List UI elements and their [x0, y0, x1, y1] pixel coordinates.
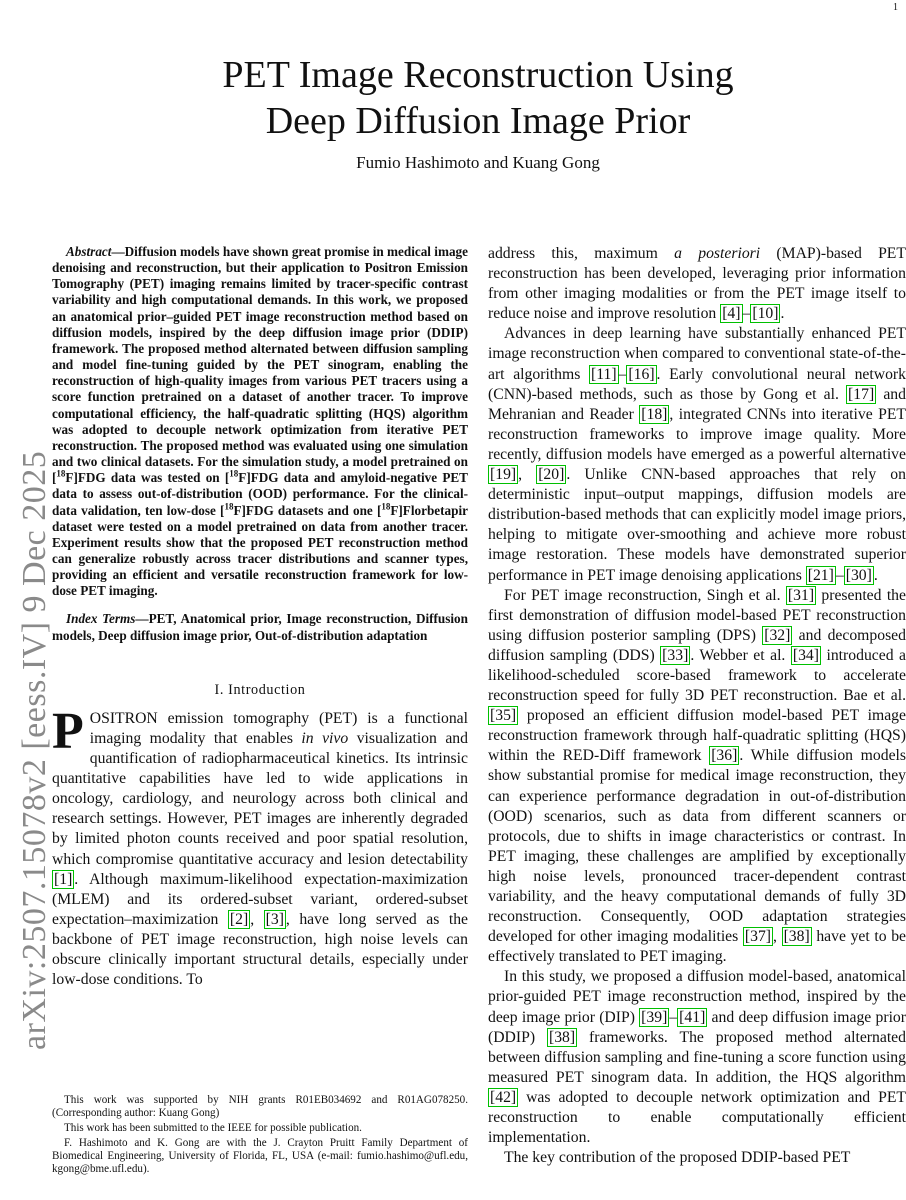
citation-link[interactable]: [33]: [662, 646, 689, 664]
citation-link[interactable]: [38]: [783, 928, 810, 946]
citation-link[interactable]: [11]: [591, 365, 617, 383]
citation-link[interactable]: [38]: [548, 1028, 576, 1046]
section-heading-introduction: I. Introduction: [214, 681, 306, 698]
citation-link[interactable]: [16]: [628, 365, 655, 383]
citation-link[interactable]: [35]: [490, 707, 517, 725]
footnotes: [52, 1094, 468, 1178]
intro-paragraph: POSITRON emission tomography (PET) is a functional imaging modality that enables in vivo visualization and quantification of radiopharmaceutical kinetics. Its intrinsic quantitative capabilities have led to wide applications in oncology, cardiology, and neurology across both clinical and research settings. However, PET images are inherently degraded by limited photon counts received and poor spatial resolution, which compromise quantitative accuracy and lesion detectability [1] . Although maximum-likelihood expectation-maximization (MLEM) and its ordered-subset variant, ordered-subset expectation–maximization [2] , [3] , have long served as the backbone of PET image reconstruction, high noise levels can obscure clinically important structural details, especially under low-dose conditions. To: [52, 702, 468, 989]
index-terms-label: Index Terms: [66, 611, 136, 627]
citation-link[interactable]: [32]: [764, 626, 791, 644]
right-column: [488, 244, 906, 1168]
title-line-2: Deep Diffusion Image Prior: [265, 100, 691, 142]
citation-link[interactable]: [10]: [752, 305, 779, 323]
paper-title: [100, 52, 856, 144]
footnote-submission: This work has been submitted to the IEEE for possible publication.: [64, 1122, 362, 1134]
arxiv-identifier[interactable]: arXiv:2507.15078v2 [eess.IV] 9 Dec 2025: [16, 450, 53, 1050]
index-terms: Index Terms—PET, Anatomical prior, Image reconstruction, Diffusion models, Deep diffusion image prior, Out-of-distribution adaptation: [52, 611, 468, 643]
citation-link[interactable]: [42]: [490, 1088, 517, 1106]
left-column: [52, 244, 468, 990]
citation-link[interactable]: [1]: [54, 870, 73, 888]
title-line-1: PET Image Reconstruction Using: [222, 54, 734, 96]
footnote-affiliation: F. Hashimoto and K. Gong are with the J. Crayton Pruitt Family Department of Biomedical Engineering, University of Florida, FL, USA (e-mail: fumio.hashimo@ufl.edu, kgong@bme.ufl.edu).: [52, 1137, 468, 1175]
citation-link[interactable]: [31]: [787, 586, 815, 604]
authors: Fumio Hashimoto and Kuang Gong: [356, 153, 600, 172]
citation-link[interactable]: [34]: [792, 646, 819, 664]
citation-link[interactable]: [21]: [807, 566, 834, 584]
abstract: Abstract—Diffusion models have shown great promise in medical image denoising and reconstruction, but their application to Positron Emission Tomography (PET) imaging remains limited by tracer-specific contrast variability and high computational demands. In this work, we proposed an anatomical prior–guided PET image reconstruction method based on diffusion models, inspired by the deep diffusion image prior (DDIP) framework. The proposed method alternated between diffusion sampling and model fine-tuning guided by the PET sinogram, enabling the reconstruction of high-quality images from various PET tracers using a score function pretrained on a dataset of another tracer. To improve computational efficiency, the half-quadratic splitting (HQS) algorithm was adopted to decouple network optimization from iterative PET reconstruction. The proposed method was evaluated using one simulation and two clinical datasets. For the simulation study, a model pretrained on [$^{18}$F]FDG data was tested on [$^{18}$F]FDG data and amyloid-negative PET data to assess out-of-distribution (OOD) performance. For the clinical-data validation, ten low-dose [$^{18}$F]FDG datasets and one [$^{18}$F]Florbetapir dataset were tested on a model pretrained on data from another tracer. Experiment results show that the proposed PET reconstruction method can generalize robustly across tracer distributions and scanner types, providing an efficient and versatile reconstruction framework for low-dose PET imaging.: [52, 244, 468, 599]
page-number: 1: [893, 2, 898, 13]
drop-cap: P: [52, 702, 84, 760]
citation-link[interactable]: [19]: [490, 466, 517, 484]
citation-link[interactable]: [39]: [641, 1008, 668, 1026]
paragraph-contribution: The key contribution of the proposed DDIP-based PET: [504, 1149, 851, 1167]
citation-link[interactable]: [4]: [722, 305, 741, 323]
paragraph-deep-learning: Advances in deep learning have substantially enhanced PET image reconstruction when compared to conventional state-of-the-art algorithms [11] – [16] . Early convolutional neural network (CNN)-based methods, such as those by Gong et al. [17] and Mehranian and Reader [18] , integrated CNNs into iterative PET reconstruction frameworks to improve image quality. More recently, diffusion models have emerged as a powerful alternative [19] , [20] . Unlike CNN-based approaches that rely on deterministic input–output mappings, diffusion models are distribution-based methods that can explicitly model image priors, helping to mitigate over-smoothing and achieve more robust image restoration. These models have demonstrated superior performance in PET image denoising applications [21] – [30] .: [488, 325, 906, 584]
citation-link[interactable]: [36]: [711, 747, 738, 765]
citation-link[interactable]: [3]: [265, 910, 284, 928]
citation-link[interactable]: [18]: [641, 405, 668, 423]
citation-link[interactable]: [17]: [848, 385, 875, 403]
citation-link[interactable]: [41]: [679, 1008, 706, 1026]
citation-link[interactable]: [30]: [845, 566, 872, 584]
footnote-funding: This work was supported by NIH grants R01EB034692 and R01AG078250. (Corresponding author: Kuang Gong): [52, 1094, 468, 1119]
citation-link[interactable]: [37]: [744, 928, 772, 946]
paragraph-pet-reconstruction: For PET image reconstruction, Singh et al. [31] presented the first demonstration of diffusion model-based PET reconstruction using diffusion posterior sampling (DPS) [32] and decomposed diffusion sampling (DDS) [33] . Webber et al. [34] introduced a likelihood-scheduled score-based framework to accelerate reconstruction speed for fully 3D PET reconstruction. Bae et al. [35] proposed an efficient diffusion model-based PET image reconstruction framework through half-quadratic splitting (HQS) within the RED-Diff framework [36] . While diffusion models show substantial promise for medical image reconstruction, they can experience performance degradation in out-of-distribution (OOD) scenarios, such as data from different scanners or protocols, due to shifts in image characteristics or contrast. In PET imaging, these challenges are amplified by exceptionally high noise levels, pronounced tracer-dependent contrast variability, and the heavy computational demands of fully 3D reconstruction. Consequently, OOD adaptation strategies developed for other imaging modalities [37] , [38] have yet to be effectively translated to PET imaging.: [488, 586, 906, 966]
citation-link[interactable]: [2]: [229, 910, 249, 928]
abstract-label: Abstract: [66, 244, 112, 259]
paragraph-this-study: In this study, we proposed a diffusion model-based, anatomical prior-guided PET image reconstruction method, inspired by the deep image prior (DIP) [39] – [41] and deep diffusion image prior (DDIP) [38] frameworks. The proposed method alternated between diffusion sampling and fine-tuning a score function using measured PET sinogram data. In addition, the HQS algorithm [42] was adopted to decouple network optimization and PET reconstruction to enable computationally efficient implementation.: [488, 968, 906, 1147]
paragraph-map: address this, maximum a posteriori (MAP)-based PET reconstruction has been developed, leveraging prior information from other imaging modalities or from the PET image itself to reduce noise and improve resolution [4] – [10] .: [488, 245, 906, 323]
citation-link[interactable]: [20]: [538, 466, 565, 484]
